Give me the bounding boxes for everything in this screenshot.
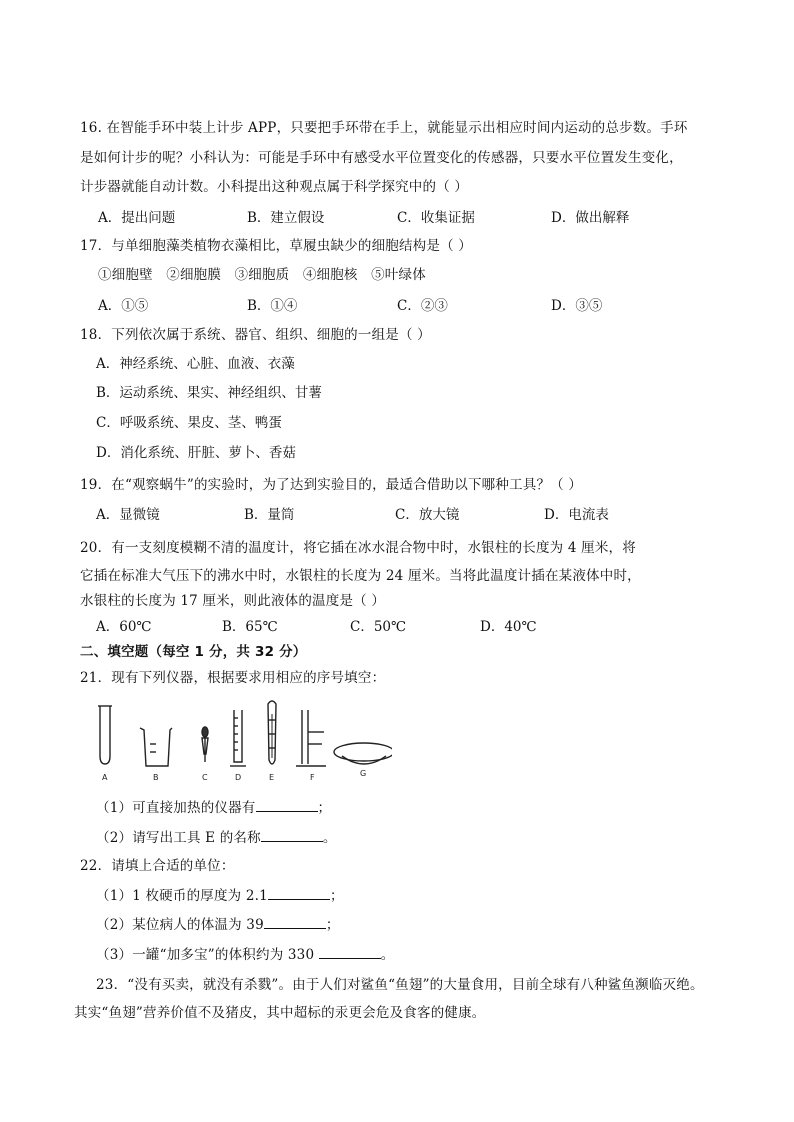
label-d: D <box>235 773 242 782</box>
label-b: B <box>153 773 159 782</box>
q21-blank-1[interactable] <box>256 797 318 812</box>
q20-option-d[interactable]: D．40℃ <box>480 619 537 635</box>
q22-sub1-semicolon: ； <box>329 888 344 904</box>
q16-option-b[interactable]: B．建立假设 <box>247 210 325 226</box>
q19-option-a[interactable]: A．显微镜 <box>96 507 160 523</box>
q22-sub3-text: （3）一罐“加多宝”的体积约为 330 <box>96 947 319 963</box>
q16-line3: 计步器就能自动计数。小科提出这种观点属于科学探究中的（ ） <box>80 179 469 195</box>
q21-sub2 <box>96 827 337 848</box>
q22-sub2-semicolon: ； <box>325 917 340 933</box>
q21-sub2-period: 。 <box>322 830 337 846</box>
beaker-icon <box>140 728 172 766</box>
q19-option-c[interactable]: C．放大镜 <box>395 507 460 523</box>
iron-stand-icon <box>296 710 326 766</box>
q22-sub3 <box>96 944 394 965</box>
q18-stem: 18．下列依次属于系统、器官、组织、细胞的一组是（ ） <box>80 327 431 343</box>
q21-sub1-semicolon: ； <box>317 800 332 816</box>
q16-line1: 16. 在智能手环中装上计步 APP，只要把手环带在手上，就能显示出相应时间内运动的总步数。手环 <box>80 120 688 136</box>
label-a: A <box>102 773 108 782</box>
q21-sub2-text: （2）请写出工具 E 的名称 <box>96 830 261 846</box>
q16-option-d[interactable]: D．做出解释 <box>551 210 630 226</box>
q22-blank-2[interactable] <box>264 914 326 929</box>
label-g: G <box>360 769 367 778</box>
q19-option-b[interactable]: B．量筒 <box>244 507 295 523</box>
q21-sub1-text: （1）可直接加热的仪器有 <box>96 800 256 816</box>
q18-option-d[interactable]: D．消化系统、肝脏、萝卜、香菇 <box>96 445 296 461</box>
q16-option-a[interactable]: A．提出问题 <box>98 210 176 226</box>
test-tube-icon <box>98 706 112 764</box>
q18-option-b[interactable]: B．运动系统、果实、神经组织、甘薯 <box>96 385 322 401</box>
q20-option-a[interactable]: A．60℃ <box>96 619 152 635</box>
q20-line3: 水银柱的长度为 17 厘米，则此液体的温度是（ ） <box>80 593 386 609</box>
q16-option-c[interactable]: C．收集证据 <box>397 210 475 226</box>
q22-sub2-text: （2）某位病人的体温为 39 <box>96 917 264 933</box>
thermometer-icon <box>268 701 276 764</box>
q16-line2: 是如何计步的呢？小科认为：可能是手环中有感受水平位置变化的传感器，只要水平位置发生变化， <box>80 150 683 166</box>
q20-option-b[interactable]: B．65℃ <box>222 619 278 635</box>
section-2-title: 二、填空题（每空 1 分，共 32 分） <box>80 644 307 660</box>
q19-option-d[interactable]: D．电流表 <box>544 507 609 523</box>
q22-blank-3[interactable] <box>319 944 381 959</box>
q17-option-c[interactable]: C．②③ <box>397 298 448 314</box>
q20-line1: 20．有一支刻度模糊不清的温度计，将它插在冰水混合物中时，水银柱的长度为 4 厘米，将 <box>80 540 636 556</box>
q17-option-b[interactable]: B．①④ <box>247 298 298 314</box>
q22-sub3-period: 。 <box>380 947 395 963</box>
q22-sub1 <box>96 885 344 906</box>
q18-option-c[interactable]: C．呼吸系统、果皮、茎、鸭蛋 <box>96 415 282 431</box>
q21-sub1 <box>96 797 331 818</box>
lab-apparatus-figure <box>92 694 392 788</box>
q20-option-c[interactable]: C．50℃ <box>350 619 407 635</box>
label-f: F <box>310 773 315 782</box>
q20-line2: 它插在标准大气压下的沸水中时，水银柱的长度为 24 厘米。当将此温度计插在某液体中时， <box>80 568 641 584</box>
q17-items: ①细胞壁 ②细胞膜 ③细胞质 ④细胞核 ⑤叶绿体 <box>98 267 426 283</box>
dropper-icon <box>202 727 208 762</box>
q19-stem: 19．在“观察蜗牛”的实验时，为了达到实验目的，最适合借助以下哪种工具？（ ） <box>80 477 583 493</box>
q22-sub1-text: （1）1 枚硬币的厚度为 2.1 <box>96 888 268 904</box>
graduated-cylinder-icon <box>230 710 246 766</box>
q18-option-a[interactable]: A．神经系统、心脏、血液、衣藻 <box>96 356 295 372</box>
q21-stem: 21．现有下列仪器，根据要求用相应的序号填空： <box>80 670 386 686</box>
label-e: E <box>269 773 275 782</box>
q22-sub2 <box>96 914 340 935</box>
evaporating-dish-icon <box>334 743 392 764</box>
q17-stem: 17．与单细胞藻类植物衣藻相比，草履虫缺少的细胞结构是（ ） <box>80 238 472 254</box>
q23-line2: 其实“鱼翅”营养价值不及猪皮，其中超标的汞更会危及食客的健康。 <box>74 1005 486 1021</box>
q17-option-d[interactable]: D．③⑤ <box>551 298 603 314</box>
q22-blank-1[interactable] <box>268 885 330 900</box>
q23-line1: 23．“没有买卖，就没有杀戮”。由于人们对鲨鱼“鱼翅”的大量食用，目前全球有八种鲨鱼濒临灭绝。 <box>96 977 704 993</box>
q21-blank-2[interactable] <box>261 827 323 842</box>
q22-stem: 22．请填上合适的单位： <box>80 858 235 874</box>
label-c: C <box>202 773 208 782</box>
q17-option-a[interactable]: A．①⑤ <box>98 298 149 314</box>
